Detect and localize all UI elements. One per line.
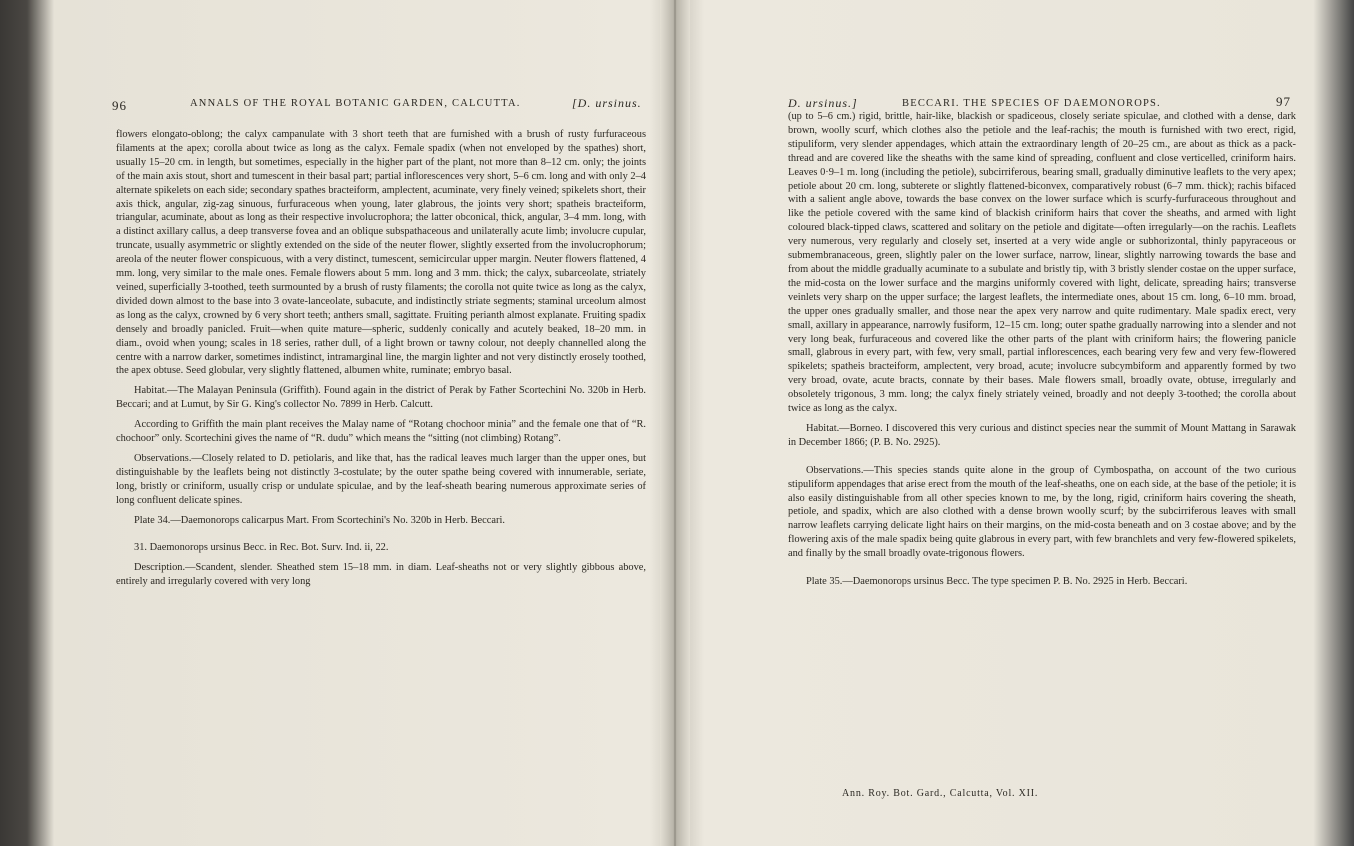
plate-caption: Plate 34.—Daemonorops calicarpus Mart. From Scortechini's No. 320b in Herb. Beccari. (134, 514, 505, 526)
running-title: BECCARI. THE SPECIES OF DAEMONOROPS. (902, 98, 1161, 109)
paragraph: flowers elongato-oblong; the calyx campanulate with 3 short teeth that are furnished with a brush of rusty furfuraceous filaments at the apex; corolla about twice as long as the calyx. Female spadix (when not enveloped by the spathes) short, usually 15–20 cm. in length, but sometimes, especially in the higher part of the plant, not more than 8–12 cm. only; the joints of the main axis stout, short and tumescent in their basal part; partial inflorescences very short, 5–6 cm. long and with only 2–4 alternate spikelets on each side; secondary spathes bracteiform, amplectent, acuminate, very finely veined; spikelets short, their axis thick, angular, zig-zag sinuous, furfuraceous when young, later glabrous, the joints very short; spatheis bracteiform, triangular, acuminate, about as long as their respective involucrophora; the latter obconical, thick, angular, 3–4 mm. long, with a distinct axillary callus, a deep transverse fovea and an oblique subspathaceous and unilaterally acute limb; involucre cupular, truncate, usually asymmetric or slightly extended on the side of the neuter flower, slightly exserted from the involucrophorum; areola of the neuter flower conspicuous, with a very distinct, tumescent, semicircular upper margin. Neuter flowers flattened, 4 mm. long, very similar to the male ones. Female flowers about 5 mm. long and 3 mm. thick; the calyx, subarceolate, striately veined, superficially 3-toothed, teeth surmounted by a brush of rusty filaments; the corolla not quite twice as long as the calyx, divided down almost to the base into 3 ovate-lanceolate, subacute, and indistinctly striate segments; staminal urceolum almost as long as the calyx, crowned by 6 very short teeth; anthers small, sagittate. Fruiting perianth almost explanate. Fruiting spadix densely and broadly panicled. Fruit—when quite mature—spheric, suddenly conically and acutely beaked, 18–20 mm. in diam., ovoid when young; scales in 18 series, rather dull, of a light brown or tawny colour, not deeply channelled along the centre with a narrow darker, sometimes indistinct, intramarginal line, the margin lighter and not very distinctly erosely toothed, the apex obtuse. Seed globular, very slightly flattened, albumen white, ruminate; embryo basal. (116, 129, 646, 377)
paragraph-habitat: Habitat.—The Malayan Peninsula (Griffith). Found again in the district of Perak by Father Scortechini No. 320b in Herb. Beccari; and at Lumut, by Sir G. King's collector No. 7899 in Herb. Calcutt. (116, 385, 646, 411)
plate-caption: Plate 35.—Daemonorops ursinus Becc. The type specimen P. B. No. 2925 in Herb. Beccari. (806, 576, 1188, 588)
paragraph-observations: Observations.—This species stands quite alone in the group of Cymbospatha, on account of the two curious stipuliform appendages that arise erect from the mouth of the leaf-sheaths, one on each side, at the base of the petiole; it is also easily distinguishable from all other species known to me, by the long, rigid, criniform hairs covering the sheath, petiole, and spadix, which are also clothed with a dense brown woolly scurf; by the subcirriferous leaves with small narrow leaflets carrying delicate light hairs on their margins, on the mid-costa beneath and on 3 costae above; and by the flowering axis of the male spadix being quite glabrous in every part, with few branchlets and very few-flowered spikelets, and finally by the small broadly ovate-trigonous flowers. (788, 464, 1296, 560)
species-tag: [D. ursinus. (572, 96, 642, 110)
paragraph-description: Description.—Scandent, slender. Sheathed stem 15–18 mm. in diam. Leaf-sheaths not or very slightly gibbous above, entirely and irregularly covered with very long (116, 562, 646, 588)
page-number: 97 (1276, 94, 1291, 109)
right-body-text (788, 110, 1296, 589)
page-number: 96 (112, 98, 127, 113)
paragraph-observations: Observations.—Closely related to D. petiolaris, and like that, has the radical leaves much larger than the upper ones, but distinguishable by the leaflets being not distinctly 3-costulate; by the outer spathe being covered with innumerable, seriate, long, bristly or criniform, usually crisp or undulate spiculae, and by the leaf-sheath bearing numerous approximate series of long confluent delicate spines. (116, 452, 646, 506)
running-title: ANNALS OF THE ROYAL BOTANIC GARDEN, CALCUTTA. (190, 98, 521, 109)
plate-footer: Ann. Roy. Bot. Gard., Calcutta, Vol. XII. (842, 788, 1039, 799)
book-gutter (660, 0, 690, 846)
left-page-header (60, 94, 660, 114)
species-heading: 31. Daemonorops ursinus Becc. in Rec. Bot. Surv. Ind. ii, 22. (134, 542, 389, 554)
paragraph-habitat: Habitat.—Borneo. I discovered this very curious and distinct species near the summit of Mount Mattang in Sarawak in December 1866; (P. B. No. 2925). (788, 422, 1296, 448)
left-page (60, 0, 660, 846)
species-tag: D. ursinus.] (788, 96, 858, 110)
right-page (690, 0, 1330, 846)
paragraph: (up to 5–6 cm.) rigid, brittle, hair-like, blackish or spadiceous, closely seriate spiculae, and clothed with a dense, dark brown, woolly scurf, which clothes also the petiole and the leaf-rachis; the mouth is furnished with two erect, rigid, stipuliform, very slender appendages, which attain the extraordinary length of 20–25 cm., are about as thick as a pack-thread and are covered like the sheaths with the same kind of spreading, confluent and close verticelled, criniform hairs. Leaves 0·9–1 m. long (including the petiole), subcirriferous, bearing small, gradually diminutive leaflets to the very apex; petiole about 20 cm. long, subterete or slightly flattened-biconvex, comparatively robust (6–7 mm. thick); rachis bifaced with a salient angle above, towards the base convex on the lower surface which is scurfy-furfuraceous throughout and like the petiole covered with the same kind of blackish criniform hairs that cover the sheaths, and armed with light coloured black-tipped claws, scattered and solitary on the petiole and digitate—often irregularly—on the rachis. Leaflets very numerous, very regularly and closely set, inserted at a very wide angle or subhorizontal, thinly papyraceous or submembranaceous, green, slightly paler on the lower surface, narrow, linear, slightly narrowing towards the base and from about the middle gradually acuminate to a subulate and bristly tip, with 3 bristly slender costae on the upper surface, the mid-costa on the lower surface and the margins uniformly covered with light, delicate, spreading hairs; transverse veinlets very sharp on the upper surface; the largest leaflets, the intermediate ones, about 15 cm. long, 6–10 mm. broad, the upper ones gradually smaller, and those near the apex very narrow and quite rudimentary. Male spadix erect, very small, axillary in appearance, narrowly fusiform, 12–15 cm. long; outer spathe gradually narrowing into a slender and not very long beak, furfuraceous and covered like the other parts of the plant with criniform hairs; the flowering panicle small, glabrous in every part, with few, very small, partial inflorescences, each bearing very few and very few-flowered spikelets; spatheis bracteiform, amplectent, very broad, acute; involucre subcymbiform and apparently formed by two very broad, ovate, acute bracts, connate by their bases. Male flowers small, broadly ovate, obtuse, irregularly and obsoletely trigonous, 3 mm. long; the calyx finely striately veined, broadly and not deeply 3-toothed; the corolla about twice as long as the calyx. (788, 111, 1296, 415)
left-body-text (116, 128, 646, 589)
paragraph: According to Griffith the main plant receives the Malay name of “Rotang chochoor minia” and the female one that of “R. chochoor” only. Scortechini gives the name of “R. dudu” which means the “sitting (not climbing) Rotang”. (116, 419, 646, 445)
